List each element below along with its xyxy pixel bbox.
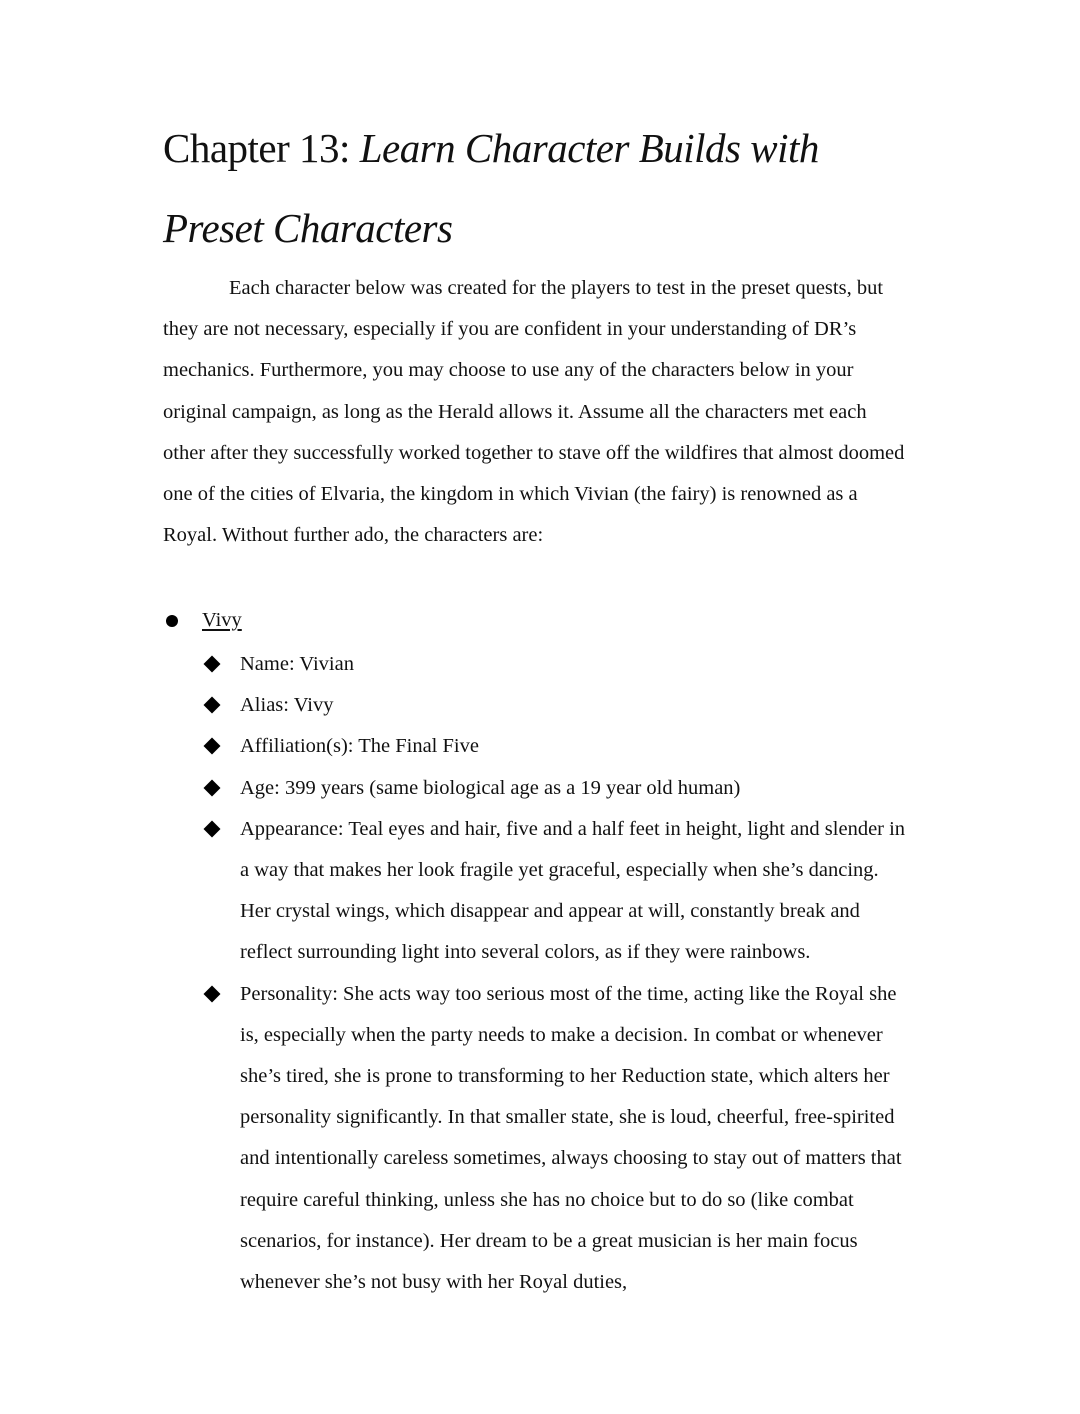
diamond-bullet-icon xyxy=(204,738,221,755)
attribute-text: Appearance: Teal eyes and hair, five and a half feet in height, light and slender in a way that makes her look fragile yet graceful, especially when she’s dancing. Her crystal wings, which disappear and appear at will, constantly break and reflect surrounding light into several colors, as if they were rainbows. xyxy=(240,817,906,964)
diamond-bullet-icon xyxy=(204,656,221,673)
character-heading-item xyxy=(163,600,242,641)
intro-paragraph: Each character below was created for the players to test in the preset quests, but they are not necessary, especially if you are confident in your understanding of DR’s mechanics. Furthermore, you may choose to use any of the characters below in your original campaign, as long as the Herald allows it. Assume all the characters met each other after they successfully worked together to stave off the wildfires that almost doomed one of the cities of Elvaria, the kingdom in which Vivian (the fairy) is renowned as a Royal. Without further ado, the characters are: xyxy=(163,277,905,547)
bullet-icon xyxy=(166,615,178,627)
chapter-title xyxy=(163,108,923,268)
attribute-text: Personality: She acts way too serious most of the time, acting like the Royal she is, especially when the party needs to make a decision. In combat or whenever she’s tired, she is prone to transforming to her Reduction state, which alters her personality significantly. In that smaller state, she is loud, cheerful, free-spirited and intentionally careless sometimes, always choosing to stay out of matters that require careful thinking, unless she has no choice but to do so (like combat scenarios, for instance). Her dream to be a great musician is her main focus whenever she’s not busy with her Royal duties, xyxy=(240,982,902,1294)
attribute-item-personality xyxy=(203,974,913,1304)
attribute-text: Alias: Vivy xyxy=(240,694,334,717)
diamond-bullet-icon xyxy=(204,697,221,714)
chapter-number: Chapter 13: xyxy=(163,125,350,171)
attribute-item-alias xyxy=(203,685,913,726)
diamond-bullet-icon xyxy=(204,985,221,1002)
character-attribute-list xyxy=(203,644,913,1303)
diamond-bullet-icon xyxy=(204,820,221,837)
attribute-item-affiliation xyxy=(203,726,913,767)
chapter-subtitle: Learn Character Builds with Preset Characters xyxy=(163,125,819,251)
attribute-item-appearance xyxy=(203,809,913,974)
attribute-text: Age: 399 years (same biological age as a 19 year old human) xyxy=(240,776,741,799)
attribute-item-name xyxy=(203,644,913,685)
attribute-text: Affiliation(s): The Final Five xyxy=(240,735,479,758)
diamond-bullet-icon xyxy=(204,779,221,796)
character-heading: Vivy xyxy=(202,609,242,631)
attribute-text: Name: Vivian xyxy=(240,653,354,675)
attribute-item-age xyxy=(203,768,913,809)
